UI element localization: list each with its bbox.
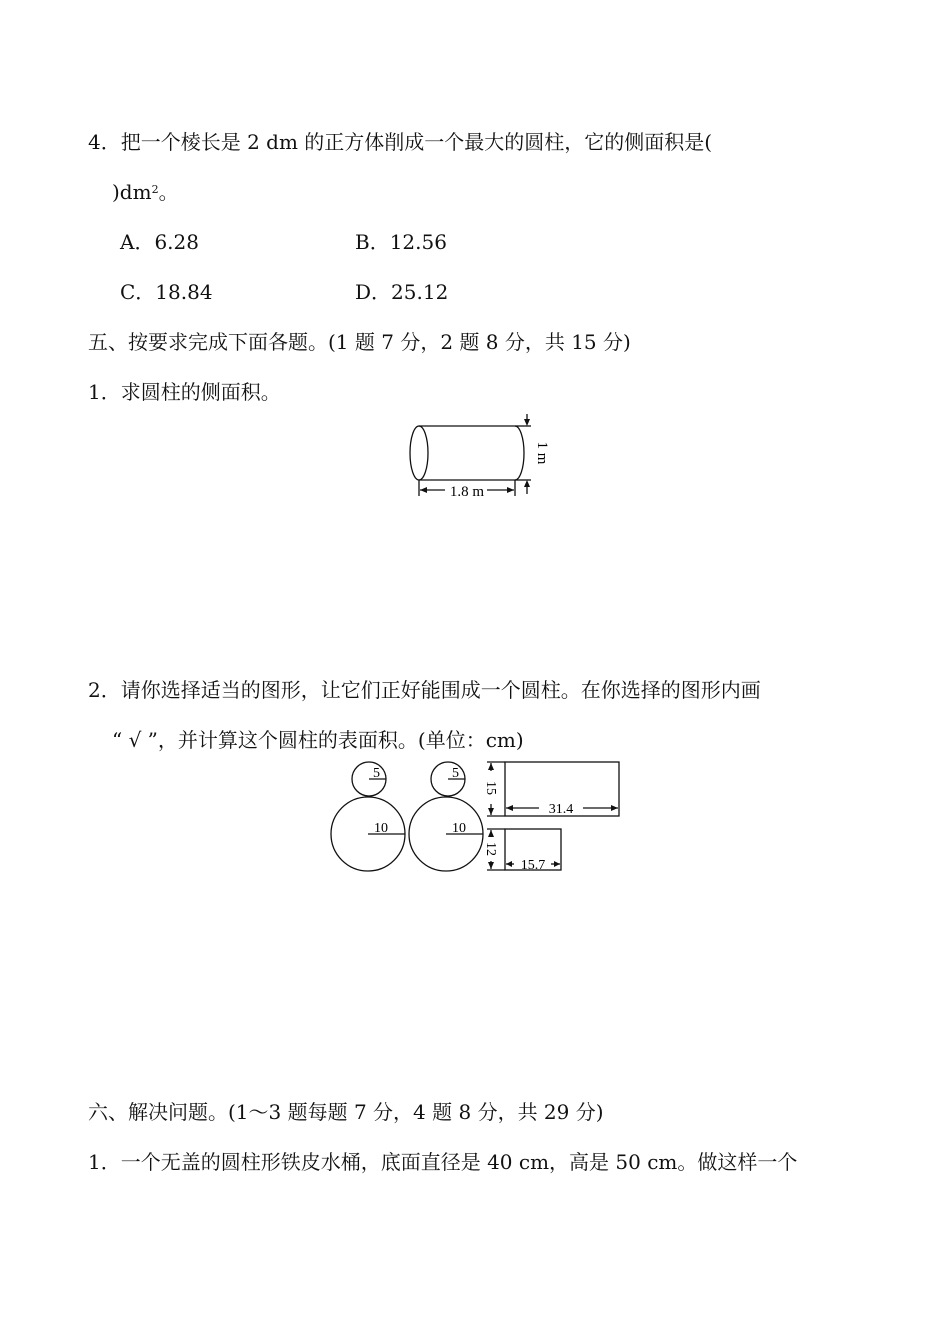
large-circle-2-radius-label: 10	[452, 821, 466, 836]
rectangle-2-width-label: 15.7	[520, 858, 546, 873]
option-c[interactable]: C．18.84	[120, 280, 213, 304]
section-6-question-1-text: 1．一个无盖的圆柱形铁皮水桶，底面直径是 40 cm，高是 50 cm。做这样一个	[88, 1150, 798, 1174]
section-6-heading: 六、解决问题。(1～3 题每题 7 分，4 题 8 分，共 29 分)	[88, 1100, 604, 1124]
cylinder-figure	[405, 414, 550, 504]
question-4-answer-blank-unit: )dm	[112, 180, 152, 204]
rectangle-1-width-label: 31.4	[548, 802, 574, 817]
rectangle-2-height-label: 12	[483, 842, 498, 856]
option-a[interactable]: A．6.28	[120, 230, 199, 254]
cylinder-diameter-label: 1 m	[534, 441, 550, 465]
section-5-question-2-line-2: “ √ ”，并计算这个圆柱的表面积。(单位：cm)	[112, 728, 524, 752]
cylinder-length-label: 1.8 m	[449, 484, 485, 500]
option-d[interactable]: D．25.12	[355, 280, 449, 304]
question-4-period: 。	[158, 180, 179, 204]
small-circle-1-radius-label: 5	[373, 766, 380, 781]
rectangle-1-height-label: 15	[483, 781, 498, 795]
section-5-question-2-line-1: 2．请你选择适当的图形，让它们正好能围成一个圆柱。在你选择的图形内画	[88, 678, 761, 702]
large-circle-1-radius-label: 10	[374, 821, 388, 836]
small-circle-2-radius-label: 5	[452, 766, 459, 781]
question-4-continuation	[112, 178, 179, 206]
option-b[interactable]: B．12.56	[355, 230, 447, 254]
section-5-heading: 五、按要求完成下面各题。(1 题 7 分，2 题 8 分，共 15 分)	[88, 330, 631, 354]
section-5-question-1-text: 1．求圆柱的侧面积。	[88, 380, 281, 404]
unit-exponent: 2	[151, 183, 159, 196]
shapes-figure	[325, 758, 625, 878]
question-4-text: 4．把一个棱长是 2 dm 的正方体削成一个最大的圆柱，它的侧面积是(	[88, 130, 713, 154]
